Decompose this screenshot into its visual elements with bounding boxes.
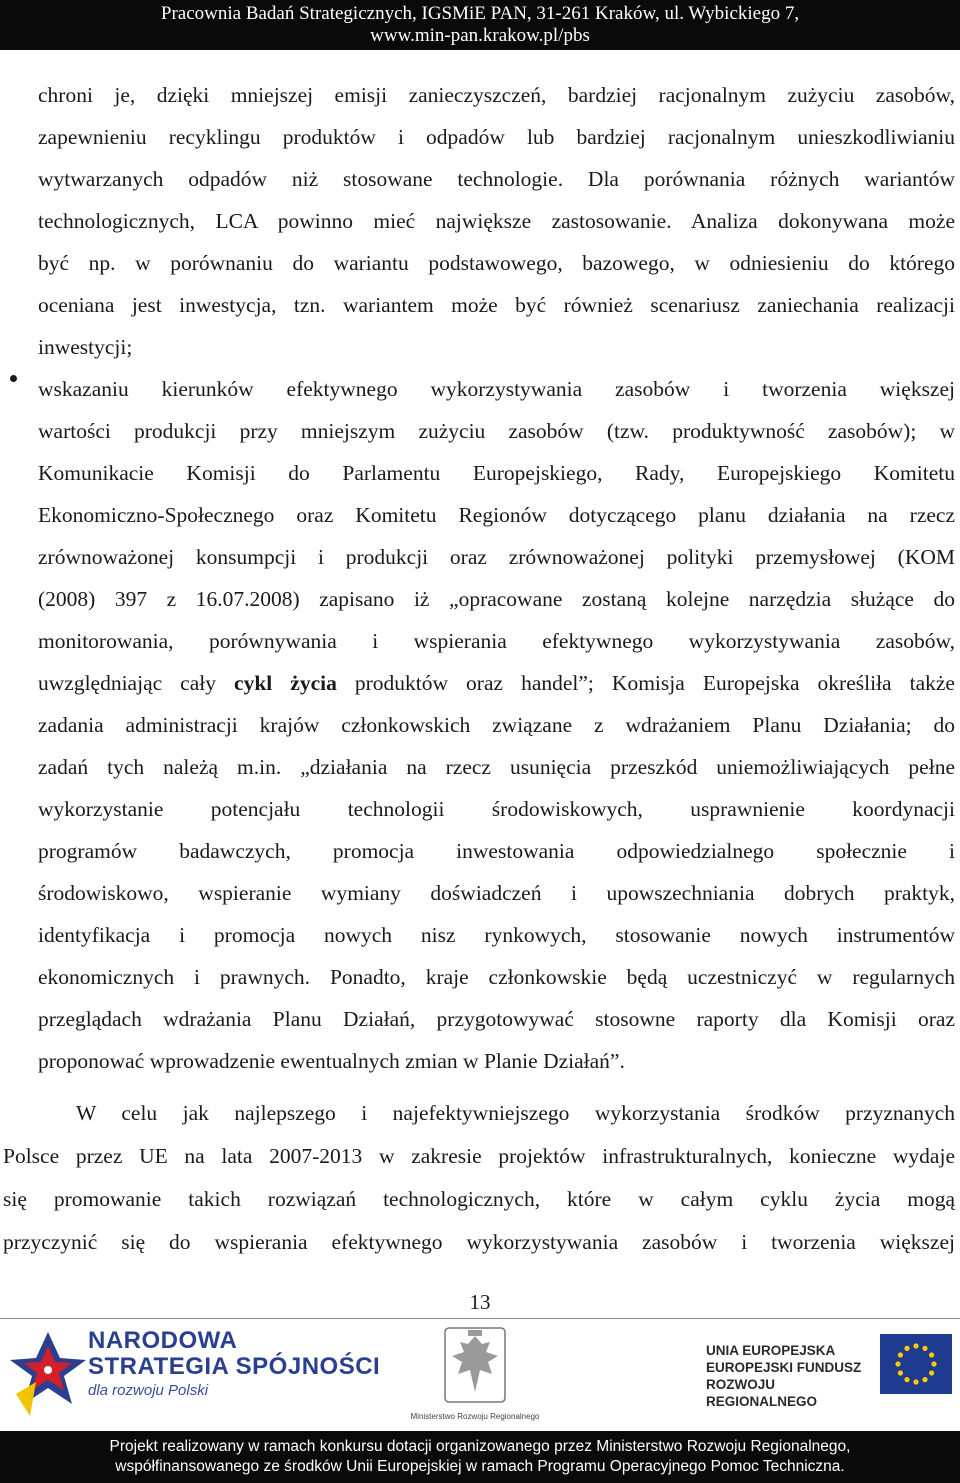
bullet-icon (10, 375, 17, 382)
eu-logo-text (706, 1342, 876, 1410)
text-line: programów badawczych, promocja inwestowania odpowiedzialnego społecznie i (38, 839, 955, 863)
bold-term: cykl życia (234, 671, 337, 695)
eu-title: UNIA EUROPEJSKA (706, 1343, 836, 1358)
text-line: technologicznych, LCA powinno mieć największe zastosowanie. Analiza dokonywana może (38, 209, 955, 233)
text-line: się promowanie takich rozwiązań technologicznych, które w całym cyklu życia mogą (3, 1187, 955, 1211)
footer-line2: współfinansowanego ze środków Unii Europejskiej w ramach Programu Operacyjnego Pomoc Techniczna. (115, 1458, 845, 1475)
text-line: przeglądach wdrażania Planu Działań, przygotowywać stosowne raporty dla Komisji oraz (38, 1007, 955, 1031)
text-line: Ekonomiczno-Społecznego oraz Komitetu Regionów dotyczącego planu działania na rzecz (38, 503, 955, 527)
text-line: (2008) 397 z 16.07.2008) zapisano iż „opracowane zostaną kolejne narzędzia służące do (38, 587, 955, 611)
text-line: wykorzystanie potencjału technologii środowiskowych, usprawnienie koordynacji (38, 797, 955, 821)
text-line: wartości produkcji przy mniejszym zużyciu zasobów (tzw. produktywność zasobów); w (38, 419, 955, 443)
text-line: przyczynić się do wspierania efektywnego wykorzystywania zasobów i tworzenia większej (3, 1230, 955, 1254)
text-line: wytwarzanych odpadów niż stosowane technologie. Dla porównania różnych wariantów (38, 167, 955, 191)
eu-logo (690, 1326, 958, 1422)
text-line-with-bold (38, 662, 955, 704)
header-url: www.min-pan.krakow.pl/pbs (370, 25, 590, 46)
text-line: wskazaniu kierunków efektywnego wykorzystywania zasobów i tworzenia większej (38, 377, 955, 401)
text-line: chroni je, dzięki mniejszej emisji zanieczyszczeń, bardziej racjonalnym zużyciu zasobów, (38, 83, 955, 107)
text-line: być np. w porównaniu do wariantu podstawowego, bazowego, w odniesieniu do którego (38, 251, 955, 275)
text-line: zapewnieniu recyklingu produktów i odpadów lub bardziej racjonalnym unieszkodliwianiu (38, 125, 955, 149)
eu-fund-line1: EUROPEJSKI FUNDUSZ (706, 1360, 862, 1375)
eu-fund-line2: ROZWOJU REGIONALNEGO (706, 1377, 818, 1409)
text-line: inwestycji; (38, 335, 133, 359)
footer-line1: Projekt realizowany w ramach konkursu dotacji organizowanego przez Ministerstwo Rozwoju Regionalnego, (109, 1438, 851, 1455)
nss-subtitle: dla rozwoju Polski (88, 1382, 209, 1399)
nss-star-icon (8, 1324, 88, 1424)
text-line: W celu jak najlepszego i najefektywniejszego wykorzystania środków przyznanych (76, 1101, 955, 1125)
nss-title-line2: STRATEGIA SPÓJNOŚCI (88, 1353, 381, 1380)
nss-logo-text (88, 1328, 380, 1402)
text-span: produktów oraz handel”; Komisja Europejska określiła także (336, 671, 955, 695)
divider (0, 1318, 960, 1319)
ministry-emblem (410, 1322, 540, 1426)
eu-flag-icon (880, 1334, 952, 1394)
page-header (0, 0, 960, 50)
text-line: proponować wprowadzenie ewentualnych zmian w Planie Działań”. (38, 1049, 625, 1073)
text-line: zrównoważonej konsumpcji i produkcji oraz zrównoważonej polityki przemysłowej (KOM (38, 545, 955, 569)
text-line: zadania administracji krajów członkowskich związane z wdrażaniem Planu Działania; do (38, 713, 955, 737)
text-line: środowiskowo, wspieranie wymiany doświadczeń i upowszechniania dobrych praktyk, (38, 881, 955, 905)
text-line: monitorowania, porównywania i wspierania efektywnego wykorzystywania zasobów, (38, 629, 955, 653)
text-span: uwzględniając cały (38, 671, 235, 695)
page-number: 13 (469, 1290, 491, 1314)
text-line: identyfikacja i promocja nowych nisz rynkowych, stosowanie nowych instrumentów (38, 923, 955, 947)
text-line: Polsce przez UE na lata 2007-2013 w zakresie projektów infrastrukturalnych, konieczne wydaje (3, 1144, 955, 1168)
nss-title-line1: NARODOWA (88, 1327, 238, 1354)
text-line: zadań tych należą m.in. „działania na rzecz usunięcia przeszkód uniemożliwiających pełne (38, 755, 955, 779)
text-line: Komunikacie Komisji do Parlamentu Europejskiego, Rady, Europejskiego Komitetu (38, 461, 955, 485)
ministry-caption: Ministerstwo Rozwoju Regionalnego (410, 1412, 540, 1421)
eagle-emblem-icon (410, 1322, 540, 1410)
header-institution: Pracownia Badań Strategicznych, IGSMiE PAN, 31-261 Kraków, ul. Wybickiego 7, (160, 3, 800, 24)
text-line: oceniana jest inwestycja, tzn. wariantem może być również scenariusz zaniechania realizacji (38, 293, 955, 317)
text-line: ekonomicznych i prawnych. Ponadto, kraje członkowskie będą uczestniczyć w regularnych (38, 965, 955, 989)
page-footer (0, 1431, 960, 1483)
